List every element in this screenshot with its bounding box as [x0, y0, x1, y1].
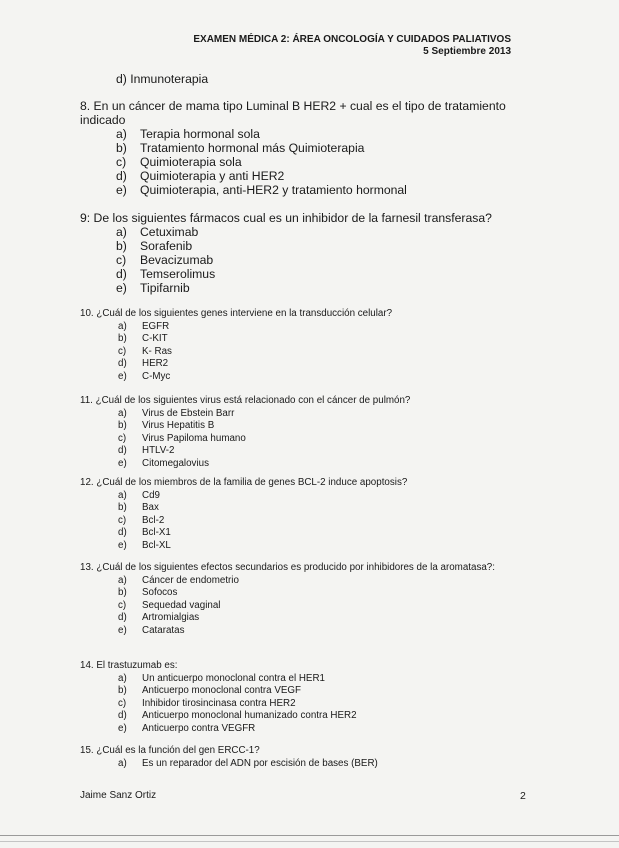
- option-b: b) Sorafenib: [116, 239, 193, 253]
- question-stem: 14. El trastuzumab es:: [80, 660, 178, 671]
- option-a: a) Cáncer de endometrio: [118, 574, 239, 586]
- option-c: c) Quimioterapia sola: [116, 155, 242, 169]
- option-c: c) Inhibidor tirosincinasa contra HER2: [118, 697, 296, 709]
- option-a: a) Cetuximab: [116, 225, 199, 239]
- option-a: a) Es un reparador del ADN por escisión de bases (BER): [118, 757, 378, 769]
- option-list: [80, 575, 500, 638]
- option-list: [80, 673, 520, 736]
- option-b: b) Anticuerpo monoclonal contra VEGF: [118, 685, 302, 696]
- question-14: [80, 660, 520, 735]
- question-10: [80, 308, 520, 383]
- option-d: d) Quimioterapia y anti HER2: [116, 169, 285, 183]
- option-c: c) K- Ras: [118, 345, 172, 357]
- scan-edge-line: [0, 835, 619, 836]
- option-d: d) HTLV-2: [118, 445, 175, 456]
- option-c: c) Virus Papiloma humano: [118, 432, 246, 444]
- option-c: c) Bcl-2: [118, 514, 165, 526]
- option-list: [80, 127, 520, 197]
- question-9: [80, 211, 520, 295]
- option-a: a) Virus de Ebstein Barr: [118, 407, 235, 419]
- question-8: [80, 99, 520, 197]
- footer-author: Jaime Sanz Ortiz: [80, 790, 157, 801]
- option-e: e) Anticuerpo contra VEGFR: [118, 722, 256, 734]
- question-stem: 13. ¿Cuál de los siguientes efectos secundarios es producido por inhibidores de la aromatasa?:: [80, 562, 495, 573]
- previous-question-continuation: [116, 72, 556, 86]
- option-list: [80, 321, 520, 384]
- option-list: [80, 758, 520, 771]
- option-e: e) Bcl-XL: [118, 539, 171, 551]
- question-stem: 10. ¿Cuál de los siguientes genes interviene en la transducción celular?: [80, 308, 393, 319]
- option-b: b) Virus Hepatitis B: [118, 420, 215, 431]
- option-a: a) Terapia hormonal sola: [116, 127, 260, 141]
- question-11: [80, 395, 520, 470]
- option-b: b) Tratamiento hormonal más Quimioterapia: [116, 141, 365, 155]
- option-a: a) Cd9: [118, 489, 160, 501]
- option-e: e) C-Myc: [118, 370, 171, 382]
- option-list: [80, 408, 520, 471]
- question-stem: 9: De los siguientes fármacos cual es un inhibidor de la farnesil transferasa?: [80, 211, 492, 225]
- scan-edge-line: [0, 841, 619, 842]
- question-13: [80, 562, 500, 637]
- option-d: d) Bcl-X1: [118, 527, 171, 538]
- option-c: c) Sequedad vaginal: [118, 599, 221, 611]
- option-b: b) Bax: [118, 502, 159, 513]
- option-e: e) Cataratas: [118, 624, 185, 636]
- question-stem: 15. ¿Cuál es la función del gen ERCC-1?: [80, 745, 260, 756]
- option-d: d) Artromialgias: [118, 612, 200, 623]
- page-number: 2: [520, 790, 526, 802]
- exam-date: 5 Septiembre 2013: [423, 46, 511, 57]
- option-list: [80, 490, 520, 553]
- option-d: d) HER2: [118, 358, 169, 369]
- option-a: a) EGFR: [118, 320, 170, 332]
- option-e: e) Tipifarnib: [116, 281, 190, 295]
- option-c: c) Bevacizumab: [116, 253, 214, 267]
- option-b: b) Sofocos: [118, 587, 178, 598]
- page-header: [193, 34, 511, 58]
- option-a: a) Un anticuerpo monoclonal contra el HER1: [118, 672, 325, 684]
- option-b: b) C-KIT: [118, 333, 168, 344]
- question-12: [80, 477, 520, 552]
- prev-option: d) Inmunoterapia: [116, 72, 209, 86]
- option-list: [80, 225, 520, 295]
- question-stem: 12. ¿Cuál de los miembros de la familia de genes BCL-2 induce apoptosis?: [80, 477, 408, 488]
- option-d: d) Anticuerpo monoclonal humanizado contra HER2: [118, 710, 357, 721]
- question-15: [80, 745, 520, 770]
- option-e: e) Quimioterapia, anti-HER2 y tratamiento hormonal: [116, 183, 407, 197]
- question-stem: 11. ¿Cuál de los siguientes virus está relacionado con el cáncer de pulmón?: [80, 395, 411, 406]
- option-d: d) Temserolimus: [116, 267, 216, 281]
- exam-title: EXAMEN MÉDICA 2: ÁREA ONCOLOGÍA Y CUIDADOS PALIATIVOS: [193, 34, 511, 45]
- option-e: e) Citomegalovius: [118, 457, 209, 469]
- question-stem: 8. En un cáncer de mama tipo Luminal B HER2 + cual es el tipo de tratamiento indicado: [80, 99, 506, 127]
